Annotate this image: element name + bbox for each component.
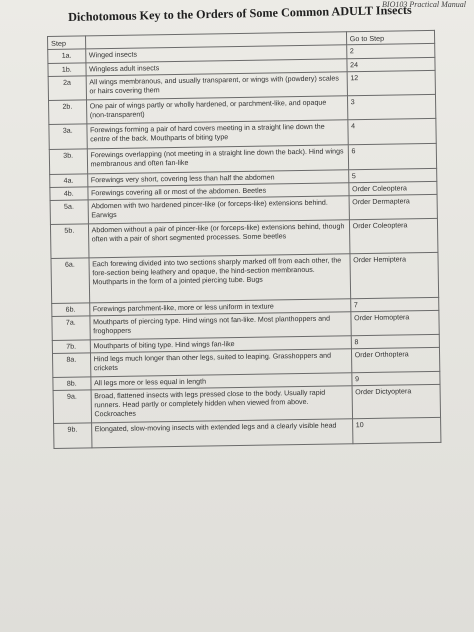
step-cell: 7b. <box>52 340 90 354</box>
go-to-step-cell: 5 <box>348 168 437 182</box>
go-to-step-cell: Order Homoptera <box>350 310 439 335</box>
description-cell: Forewings very short, covering less than half the abdomen <box>87 170 348 187</box>
go-to-step-cell: 9 <box>351 371 440 385</box>
step-cell: 1b. <box>48 63 86 77</box>
column-header-step: Step <box>48 36 86 50</box>
description-cell: Abdomen without a pair of pincer-like (or forceps-like) extensions behind, though often with a pair of short segmented processes. Some beetles <box>88 220 350 258</box>
step-cell: 4a. <box>50 174 88 188</box>
step-cell: 3b. <box>49 149 87 175</box>
go-to-step-cell: 6 <box>348 143 437 169</box>
step-cell: 9a. <box>53 390 91 424</box>
description-cell: Wingless adult insects <box>86 59 347 76</box>
description-cell: Mouthparts of biting type. Hind wings fan-like <box>90 336 351 353</box>
page-title: Dichotomous Key to the Orders of Some Common ADULT Insects <box>68 2 412 24</box>
step-cell: 2a <box>48 76 86 101</box>
go-to-step-cell: Order Hemiptera <box>350 252 439 298</box>
description-cell: Mouthparts of piercing type. Hind wings not fan-like. Most planthoppers and froghoppers <box>89 312 350 340</box>
running-header: BIO103 Practical Manual <box>382 0 466 9</box>
table-row <box>54 417 441 448</box>
description-cell: Abdomen with two hardened pincer-like (or forceps-like) extensions behind. Earwigs <box>88 196 349 224</box>
step-cell: 3a. <box>49 124 87 150</box>
go-to-step-cell: 7 <box>350 297 439 311</box>
step-cell: 5b. <box>50 224 88 259</box>
description-cell: Forewings overlapping (not meeting in a straight line down the back). Hind wings membranous and often fan-like <box>87 145 348 174</box>
go-to-step-cell: Order Orthoptera <box>351 347 440 372</box>
description-cell: Hind legs much longer than other legs, suited to leaping. Grasshoppers and crickets <box>90 349 351 377</box>
description-cell: Each forewing divided into two sections sharply marked off from each other, the fore-section being leathery and opaque, the hind-section membranous. Mouthparts in the form of a jointed piercing tube. Bugs <box>89 254 351 303</box>
go-to-step-cell: Order Dictyoptera <box>352 384 441 418</box>
go-to-step-cell: 2 <box>346 43 435 58</box>
description-cell: All wings membranous, and usually transparent, or wings with (powdery) scales or hairs covering them <box>86 72 347 100</box>
go-to-step-cell: 3 <box>347 94 436 119</box>
description-cell: Broad, flattened insects with legs pressed close to the body. Usually rapid runners. Head partly or completely hidden when viewed from above. Cockroaches <box>91 386 353 423</box>
step-cell: 6b. <box>52 303 90 317</box>
step-cell: 4b. <box>50 187 88 201</box>
go-to-step-cell: 4 <box>347 118 436 144</box>
table-row <box>51 252 439 303</box>
dichotomous-key-table <box>47 30 441 449</box>
table-body <box>48 43 441 448</box>
description-cell: Winged insects <box>85 45 346 63</box>
step-cell: 8a. <box>52 353 90 378</box>
description-cell: Elongated, slow-moving insects with extended legs and a clearly visible head <box>91 419 352 448</box>
step-cell: 1a. <box>48 49 86 64</box>
column-header-go-to-step: Go to Step <box>346 30 435 44</box>
step-cell: 2b. <box>49 100 87 125</box>
description-cell: Forewings parchment-like, more or less uniform in texture <box>89 299 350 316</box>
step-cell: 7a. <box>52 316 90 341</box>
go-to-step-cell: 10 <box>352 417 441 443</box>
step-cell: 9b. <box>54 423 92 449</box>
go-to-step-cell: Order Dermaptera <box>349 194 438 219</box>
go-to-step-cell: 24 <box>347 57 436 71</box>
description-cell: Forewings forming a pair of hard covers meeting in a straight line down the centre of the back. Mouthparts of biting type <box>86 120 347 149</box>
go-to-step-cell: 8 <box>351 334 440 348</box>
description-cell: Forewings covering all or most of the abdomen. Beetles <box>87 183 348 200</box>
description-cell: One pair of wings partly or wholly hardened, or parchment-like, and opaque (non-transparent) <box>86 96 347 124</box>
go-to-step-cell: Order Coleoptera <box>349 218 438 253</box>
step-cell: 5a. <box>50 200 88 225</box>
go-to-step-cell: 12 <box>347 70 436 95</box>
step-cell: 8b. <box>53 377 91 391</box>
description-cell: All legs more or less equal in length <box>90 373 351 390</box>
step-cell: 6a. <box>51 258 89 304</box>
go-to-step-cell: Order Coleoptera <box>348 181 437 195</box>
